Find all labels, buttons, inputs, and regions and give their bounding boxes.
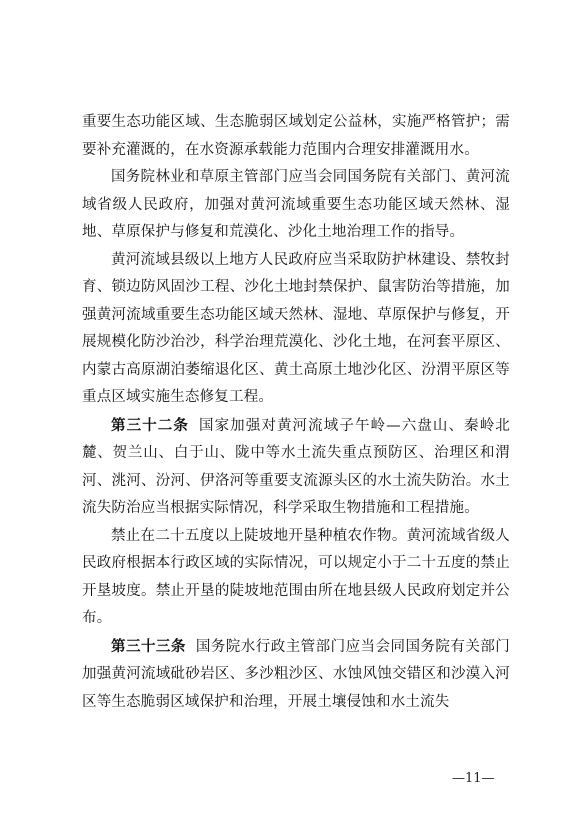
article-heading: 第三十二条 [111,416,189,434]
article-paragraph [82,633,510,717]
document-body [82,109,510,716]
page-number: —11— [452,771,495,786]
article-heading: 第三十三条 [111,637,186,655]
paragraph-text: 国务院水行政主管部门应当会同国务院有关部门加强黄河流域砒砂岩区、多沙粗沙区、水蚀风蚀交错区和沙漠入河区等生态脆弱区域保护和治理，开展土壤侵蚀和水土流失 [82,638,510,710]
paragraph-text: 重要生态功能区域、生态脆弱区域划定公益林，实施严格管护；需要补充灌溉的，在水资源承载能力范围内合理安排灌溉用水。 [82,114,510,158]
article-paragraph [82,412,510,523]
paragraph [82,164,510,247]
paragraph [82,109,510,164]
paragraph-text: 禁止在二十五度以上陡坡地开垦种植农作物。黄河流域省级人民政府根据本行政区域的实际情况，可以规定小于二十五度的禁止开垦坡度。禁止开垦的陡坡地范围由所在地县级人民政府划定并公布。 [82,527,510,626]
paragraph [82,523,510,633]
paragraph-text: 国家加强对黄河流域子午岭—六盘山、秦岭北麓、贺兰山、白于山、陇中等水土流失重点预防区、治理区和渭河、洮河、汾河、伊洛河等重要支流源头区的水土流失防治。水土流失防治应当根据实际情况，科学采取生物措施和工程措施。 [82,417,511,516]
paragraph [82,247,510,412]
paragraph-text: 黄河流域县级以上地方人民政府应当采取防护林建设、禁牧封育、锁边防风固沙工程、沙化土地封禁保护、鼠害防治等措施，加强黄河流域重要生态功能区域天然林、湿地、草原保护与修复，开展规模化防沙治沙，科学治理荒漠化、沙化土地，在河套平原区、内蒙古高原湖泊萎缩退化区、黄土高原土地沙化区、汾渭平原区等重点区域实施生态修复工程。 [82,251,510,405]
paragraph-text: 国务院林业和草原主管部门应当会同国务院有关部门、黄河流域省级人民政府，加强对黄河流域重要生态功能区域天然林、湿地、草原保护与修复和荒漠化、沙化土地治理工作的指导。 [82,169,510,240]
